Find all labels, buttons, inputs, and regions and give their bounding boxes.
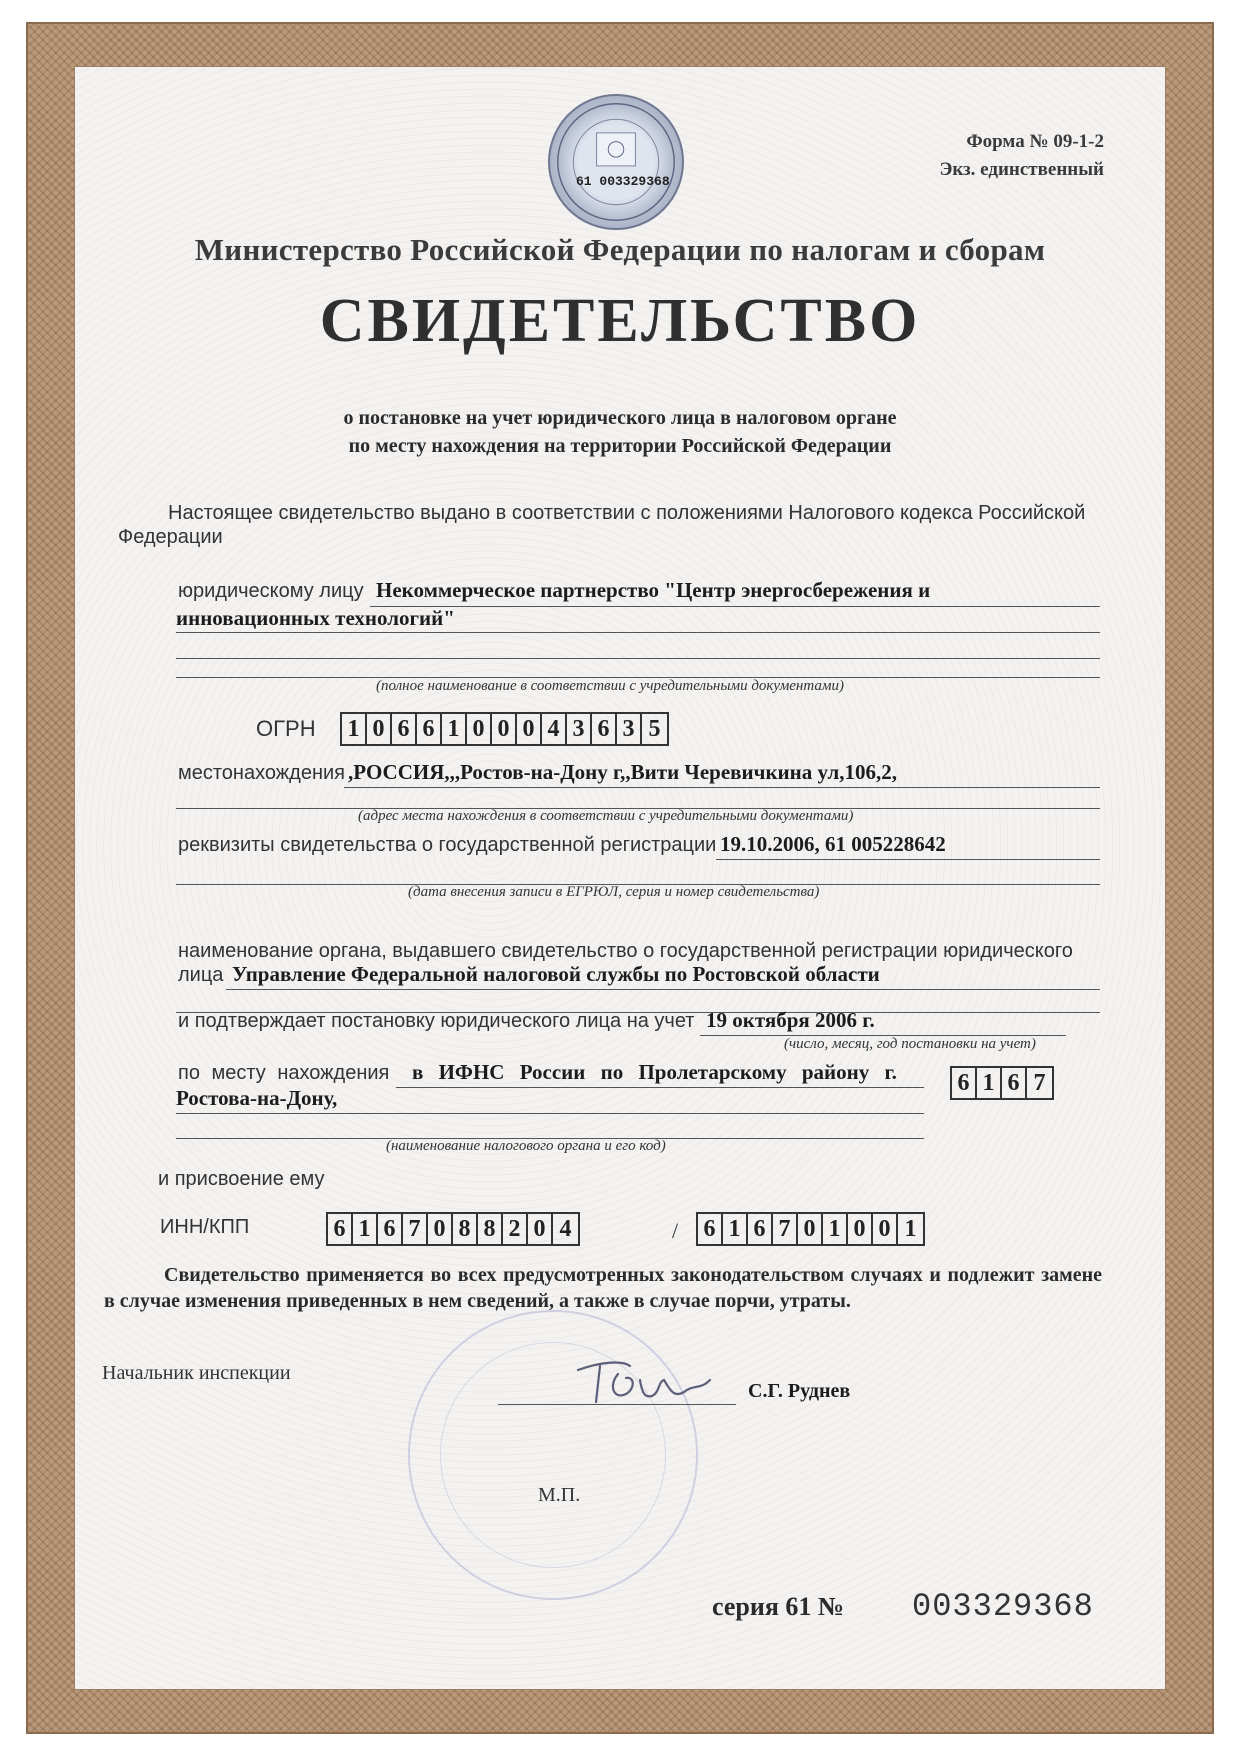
issuer-underline-1 bbox=[226, 989, 1100, 990]
inn-digit: 6 bbox=[328, 1214, 353, 1244]
kpp-digit: 0 bbox=[798, 1214, 823, 1244]
assign-label: и присвоение ему bbox=[158, 1168, 325, 1190]
location-label: местонахождения bbox=[178, 762, 345, 784]
inn-digit: 6 bbox=[378, 1214, 403, 1244]
registration-value: 19.10.2006, 61 005228642 bbox=[720, 832, 946, 856]
hologram-number: 61 003329368 bbox=[576, 174, 670, 189]
ogrn-digit: 6 bbox=[592, 714, 617, 744]
copy-note: Экз. единственный bbox=[939, 159, 1104, 180]
ogrn-digit: 3 bbox=[567, 714, 592, 744]
tax-office-code-digit: 6 bbox=[952, 1068, 977, 1098]
entity-name-line-2: инновационных технологий" bbox=[176, 606, 455, 630]
entity-name-line-1: Некоммерческое партнерство "Центр энергосбережения и bbox=[376, 578, 931, 602]
ogrn-digit: 1 bbox=[442, 714, 467, 744]
inn-digit: 8 bbox=[478, 1214, 503, 1244]
kpp-digit: 1 bbox=[904, 1216, 917, 1242]
kpp-digit: 1 bbox=[823, 1214, 848, 1244]
kpp-digit: 7 bbox=[773, 1214, 798, 1244]
inn-digit: 0 bbox=[528, 1214, 553, 1244]
series-label: серия 61 № bbox=[712, 1592, 845, 1621]
kpp-boxes bbox=[696, 1212, 925, 1246]
registration-label: реквизиты свидетельства о государственной регистрации bbox=[178, 834, 717, 856]
location-caption: (адрес места нахождения в соответствии с учредительными документами) bbox=[358, 808, 854, 824]
ogrn-digit: 0 bbox=[367, 714, 392, 744]
ogrn-digit: 5 bbox=[648, 716, 661, 742]
document-subtitle bbox=[0, 404, 1240, 460]
entity-underline-1 bbox=[370, 606, 1100, 607]
ogrn-digit: 0 bbox=[517, 714, 542, 744]
signer-position: Начальник инспекции bbox=[102, 1362, 291, 1384]
place-label: по месту нахождения bbox=[178, 1062, 390, 1084]
ogrn-boxes bbox=[340, 712, 669, 746]
ogrn-digit: 0 bbox=[467, 714, 492, 744]
inn-digit: 7 bbox=[403, 1214, 428, 1244]
ogrn-digit: 6 bbox=[417, 714, 442, 744]
location-value: ,РОССИЯ,,,Ростов-на-Дону г,,Вити Черевичкина ул,106,2, bbox=[348, 760, 898, 784]
location-underline-1 bbox=[344, 787, 1100, 788]
entity-underline-2 bbox=[176, 632, 1100, 633]
ogrn-digit: 4 bbox=[542, 714, 567, 744]
series-number: 003329368 bbox=[912, 1588, 1094, 1625]
place-underline-1 bbox=[396, 1087, 924, 1088]
confirm-caption: (число, месяц, год постановки на учет) bbox=[784, 1036, 1036, 1052]
handwritten-signature bbox=[560, 1340, 730, 1420]
inn-boxes bbox=[326, 1212, 580, 1246]
entity-underline-3 bbox=[176, 658, 1100, 659]
registration-caption: (дата внесения записи в ЕГРЮЛ, серия и номер свидетельства) bbox=[408, 884, 820, 900]
ogrn-digit: 0 bbox=[492, 714, 517, 744]
tax-office-code-digit: 1 bbox=[977, 1068, 1002, 1098]
kpp-digit: 0 bbox=[848, 1214, 873, 1244]
inn-digit: 1 bbox=[353, 1214, 378, 1244]
place-value-line-2: Ростова-на-Дону, bbox=[176, 1086, 338, 1110]
confirm-label: и подтверждает постановку юридического лица на учет bbox=[178, 1010, 695, 1032]
inn-digit: 0 bbox=[428, 1214, 453, 1244]
issuer-value: Управление Федеральной налоговой службы по Ростовской области bbox=[232, 962, 880, 986]
kpp-digit: 6 bbox=[698, 1214, 723, 1244]
hologram-seal bbox=[548, 94, 684, 230]
entity-caption: (полное наименование в соответствии с учредительными документами) bbox=[376, 678, 844, 694]
kpp-digit: 0 bbox=[873, 1214, 898, 1244]
ministry-name: Министерство Российской Федерации по налогам и сборам bbox=[194, 232, 1046, 267]
seal-place-label: М.П. bbox=[538, 1484, 581, 1506]
subtitle-line-2: по месту нахождения на территории Российской Федерации bbox=[348, 435, 892, 457]
form-info bbox=[939, 128, 1104, 184]
ogrn-digit: 3 bbox=[617, 714, 642, 744]
notice-text: Свидетельство применяется во всех предусмотренных законодательством случаях и подлежит замене в случае изменения приведенных в нем сведений, а также в случае порчи, утраты. bbox=[104, 1264, 1102, 1312]
issuer-label-line-1: наименование органа, выдавшего свидетельство о государственной регистрации юридического bbox=[178, 940, 1073, 962]
tax-office-code-boxes bbox=[950, 1066, 1054, 1100]
ogrn-digit: 1 bbox=[342, 714, 367, 744]
entity-label: юридическому лицу bbox=[178, 580, 364, 602]
place-value-line-1: в ИФНС России по Пролетарскому району г. bbox=[412, 1060, 897, 1084]
ogrn-digit: 6 bbox=[392, 714, 417, 744]
inn-kpp-separator: / bbox=[672, 1218, 679, 1243]
issuer-label-line-2: лица bbox=[178, 964, 224, 986]
inn-digit: 4 bbox=[559, 1216, 572, 1242]
place-underline-2 bbox=[176, 1113, 924, 1114]
inn-digit: 8 bbox=[453, 1214, 478, 1244]
inn-digit: 2 bbox=[503, 1214, 528, 1244]
intro-line-2: Федерации bbox=[118, 526, 223, 548]
document-title: СВИДЕТЕЛЬСТВО bbox=[319, 287, 921, 355]
hologram-emblem-icon bbox=[550, 96, 682, 228]
tax-office-code-digit: 7 bbox=[1033, 1070, 1046, 1096]
form-number: Форма № 09-1-2 bbox=[966, 131, 1104, 152]
confirm-value: 19 октября 2006 г. bbox=[706, 1008, 875, 1032]
kpp-digit: 6 bbox=[748, 1214, 773, 1244]
ogrn-label: ОГРН bbox=[256, 716, 316, 741]
registration-underline-1 bbox=[716, 859, 1100, 860]
inn-kpp-label: ИНН/КПП bbox=[160, 1216, 250, 1238]
place-caption: (наименование налогового органа и его код) bbox=[386, 1138, 666, 1154]
kpp-digit: 1 bbox=[723, 1214, 748, 1244]
signer-name: С.Г. Руднев bbox=[748, 1380, 851, 1402]
intro-line-1: Настоящее свидетельство выдано в соответствии с положениями Налогового кодекса Российской bbox=[168, 502, 1086, 524]
tax-office-code-digit: 6 bbox=[1002, 1068, 1027, 1098]
subtitle-line-1: о постановке на учет юридического лица в налоговом органе bbox=[343, 407, 897, 429]
